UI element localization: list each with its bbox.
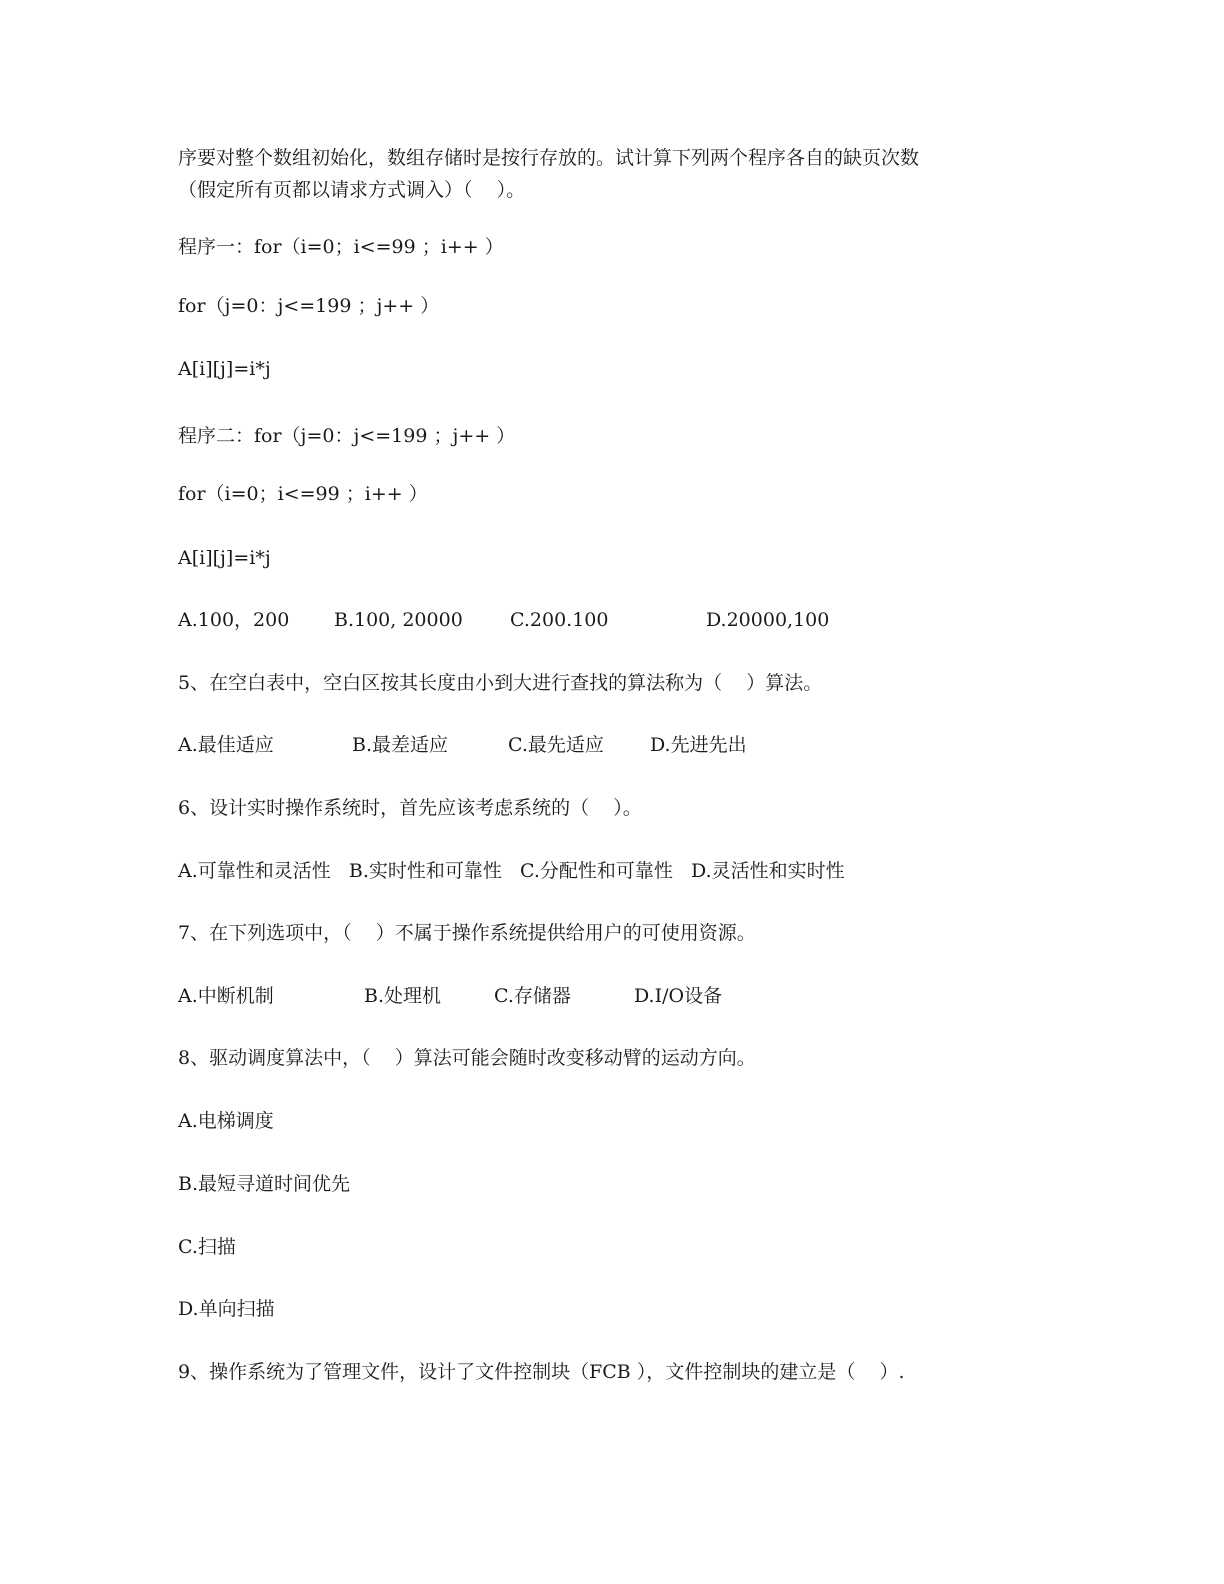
q8-question: 8、驱动调度算法中，（ ）算法可能会随时改变移动臂的运动方向。	[178, 1047, 756, 1069]
program-1-line-3: A[i][j]=i*j	[178, 358, 271, 380]
q4-option-d: D.20000,100	[706, 609, 830, 631]
q6-question: 6、设计实时操作系统时，首先应该考虑系统的（ ）。	[178, 797, 642, 819]
q4-option-b: B.100, 20000	[334, 609, 463, 631]
program-2-line-3: A[i][j]=i*j	[178, 547, 271, 569]
q4-option-a: A.100，200	[178, 609, 290, 631]
q5-option-c: C.最先适应	[508, 734, 604, 756]
q9-question: 9、操作系统为了管理文件，设计了文件控制块（FCB ），文件控制块的建立是（ ）.	[178, 1361, 905, 1383]
q5-option-a: A.最佳适应	[178, 734, 274, 756]
q6-options: A.可靠性和灵活性 B.实时性和可靠性 C.分配性和可靠性 D.灵活性和实时性	[178, 860, 845, 882]
q8-option-a: A.电梯调度	[178, 1110, 274, 1132]
q7-option-d: D.I/O设备	[634, 985, 723, 1007]
intro-line-1: 序要对整个数组初始化，数组存储时是按行存放的。试计算下列两个程序各自的缺页次数	[178, 147, 920, 169]
q7-option-c: C.存储器	[494, 985, 571, 1007]
program-2-line-1: 程序二：for（j=0：j<=199 ；j++ ）	[178, 425, 516, 447]
q8-option-b: B.最短寻道时间优先	[178, 1173, 351, 1195]
program-1-line-1: 程序一：for（i=0；i<=99 ；i++ ）	[178, 236, 504, 258]
program-2-line-2: for（i=0；i<=99 ；i++ ）	[178, 483, 428, 505]
q5-question: 5、在空白表中，空白区按其长度由小到大进行查找的算法称为（ ）算法。	[178, 672, 823, 694]
q8-option-d: D.单向扫描	[178, 1298, 275, 1320]
q7-question: 7、在下列选项中，（ ）不属于操作系统提供给用户的可使用资源。	[178, 922, 756, 944]
program-1-line-2: for（j=0：j<=199 ；j++ ）	[178, 295, 440, 317]
q8-option-c: C.扫描	[178, 1236, 236, 1258]
q4-option-c: C.200.100	[510, 609, 609, 631]
q7-option-a: A.中断机制	[178, 985, 274, 1007]
q5-option-b: B.最差适应	[352, 734, 449, 756]
q5-option-d: D.先进先出	[650, 734, 747, 756]
q7-option-b: B.处理机	[364, 985, 442, 1007]
intro-line-2: （假定所有页都以请求方式调入）（ ）。	[178, 179, 526, 201]
